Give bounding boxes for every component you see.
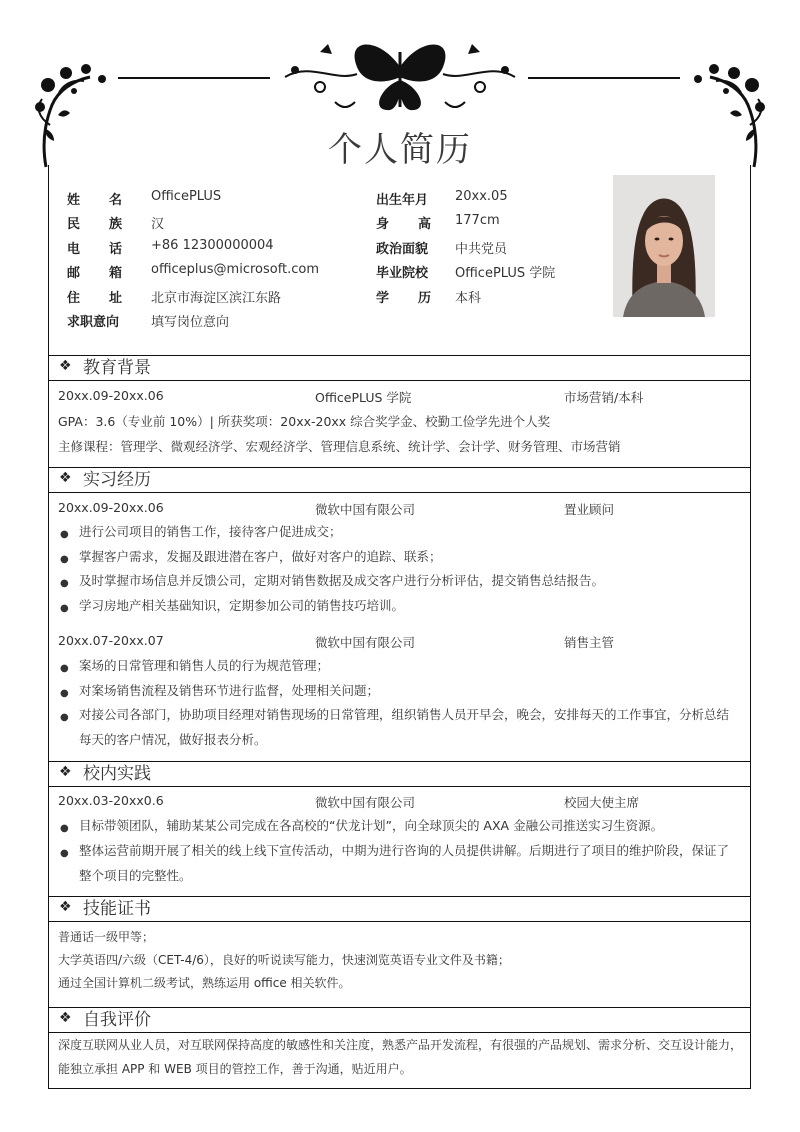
label-name: 姓 名 — [67, 193, 123, 208]
campus-role: 校园大使主席 — [564, 795, 640, 810]
section-title: 教育背景 — [83, 358, 151, 378]
value-address: 北京市海淀区滨江东路 — [151, 291, 282, 306]
self-evaluation: 深度互联网从业人员，对互联网保持高度的敏感性和关注度，熟悉产品开发流程，有很强的产品规划、需求分析、交互设计能力，能独立承担 APP 和 WEB 项目的管控工作，善于沟通，贴近用户。 — [58, 1038, 743, 1076]
skill-line: 通过全国计算机二级考试，熟练运用 office 相关软件。 — [58, 976, 351, 990]
edu-date: 20xx.09-20xx.06 — [58, 388, 164, 403]
value-name: OfficePLUS — [151, 189, 222, 204]
skill-line: 普通话一级甲等； — [58, 930, 155, 944]
page-title: 个人简历 — [328, 130, 472, 170]
job1-date: 20xx.09-20xx.06 — [58, 500, 164, 515]
diamond-icon: ❖ — [59, 899, 72, 915]
edu-courses: 主修课程：管理学、微观经济学、宏观经济学、管理信息系统、统计学、会计学、财务管理、市场营销 — [58, 439, 621, 454]
bullet-icon: ● — [60, 578, 69, 589]
campus-company: 微软中国有限公司 — [315, 795, 416, 810]
job2-company: 微软中国有限公司 — [315, 635, 416, 650]
label-birth: 出生年月 — [376, 193, 429, 208]
label-school: 毕业院校 — [376, 266, 429, 281]
label-address: 住 址 — [67, 291, 123, 306]
edu-major: 市场营销/本科 — [564, 390, 644, 405]
label-email: 邮 箱 — [67, 266, 123, 281]
section-title: 自我评价 — [83, 1010, 151, 1030]
bullet-icon: ● — [60, 529, 69, 540]
diamond-icon: ❖ — [59, 358, 72, 374]
diamond-icon: ❖ — [59, 764, 72, 780]
job2-bullet: 对接公司各部门，协助项目经理对销售现场的日常管理，组织销售人员开早会，晚会，安排每天的工作事宜，分析总结每天的客户情况，做好报表分析。 — [79, 707, 730, 747]
section-internship — [49, 467, 751, 493]
label-degree: 学 历 — [376, 291, 432, 306]
bullet-icon: ● — [60, 603, 69, 614]
bullet-icon: ● — [60, 848, 69, 859]
section-campus — [49, 761, 751, 787]
section-title: 技能证书 — [83, 899, 151, 919]
value-ethnicity: 汉 — [151, 217, 165, 232]
header-line-left — [118, 77, 270, 79]
job2-bullet: 对案场销售流程及销售环节进行监督，处理相关问题； — [79, 683, 380, 698]
label-phone: 电 话 — [67, 242, 123, 257]
bullet-icon: ● — [60, 663, 69, 674]
butterfly-icon — [265, 32, 535, 122]
section-self — [49, 1007, 751, 1033]
label-political: 政治面貌 — [376, 242, 429, 257]
diamond-icon: ❖ — [59, 470, 72, 486]
section-title: 校内实践 — [83, 764, 151, 784]
avatar — [613, 175, 715, 317]
section-education — [49, 355, 751, 381]
job1-bullet: 掌握客户需求，发掘及跟进潜在客户，做好对客户的追踪、联系； — [79, 549, 442, 564]
job1-company: 微软中国有限公司 — [315, 502, 416, 517]
campus-bullet: 整体运营前期开展了相关的线上线下宣传活动，中期为进行咨询的人员提供讲解。后期进行了项目的维护阶段，保证了整个项目的完整性。 — [79, 843, 730, 883]
job1-bullet: 进行公司项目的销售工作，接待客户促进成交； — [79, 524, 342, 539]
section-title: 实习经历 — [83, 470, 151, 490]
job2-bullet: 案场的日常管理和销售人员的行为规范管理； — [79, 658, 330, 673]
value-job-intent: 填写岗位意向 — [151, 315, 230, 330]
value-email: officeplus@microsoft.com — [151, 262, 320, 277]
value-birth: 20xx.05 — [455, 189, 508, 204]
header-line-right — [528, 77, 680, 79]
value-phone: +86 12300000004 — [151, 238, 274, 253]
campus-date: 20xx.03-20xx0.6 — [58, 793, 164, 808]
skill-line: 大学英语四/六级（CET-4/6），良好的听说读写能力，快速浏览英语专业文件及书籍； — [58, 953, 510, 967]
diamond-icon: ❖ — [59, 1010, 72, 1026]
campus-bullet: 目标带领团队，辅助某某公司完成在各高校的“伏龙计划”，向全球顶尖的 AXA 金融公司推送实习生资源。 — [79, 818, 664, 833]
value-school: OfficePLUS 学院 — [455, 266, 556, 281]
value-political: 中共党员 — [455, 242, 508, 257]
bullet-icon: ● — [60, 823, 69, 834]
bullet-icon: ● — [60, 688, 69, 699]
bullet-icon: ● — [60, 554, 69, 565]
bullet-icon: ● — [60, 712, 69, 723]
label-job-intent: 求职意向 — [67, 315, 120, 330]
job2-date: 20xx.07-20xx.07 — [58, 633, 164, 648]
label-height: 身 高 — [376, 217, 432, 232]
value-degree: 本科 — [455, 291, 482, 306]
job1-bullet: 及时掌握市场信息并反馈公司，定期对销售数据及成交客户进行分析评估，提交销售总结报告。 — [79, 573, 605, 588]
job2-role: 销售主管 — [564, 635, 615, 650]
job1-role: 置业顾问 — [564, 502, 615, 517]
edu-school: OfficePLUS 学院 — [315, 390, 412, 405]
value-height: 177cm — [455, 213, 500, 228]
job1-bullet: 学习房地产相关基础知识，定期参加公司的销售技巧培训。 — [79, 598, 405, 613]
edu-gpa: GPA：3.6（专业前 10%）| 所获奖项：20xx-20xx 综合奖学金、校勤工俭学先进个人奖 — [58, 414, 551, 429]
section-skills — [49, 896, 751, 922]
label-ethnicity: 民 族 — [67, 217, 123, 232]
